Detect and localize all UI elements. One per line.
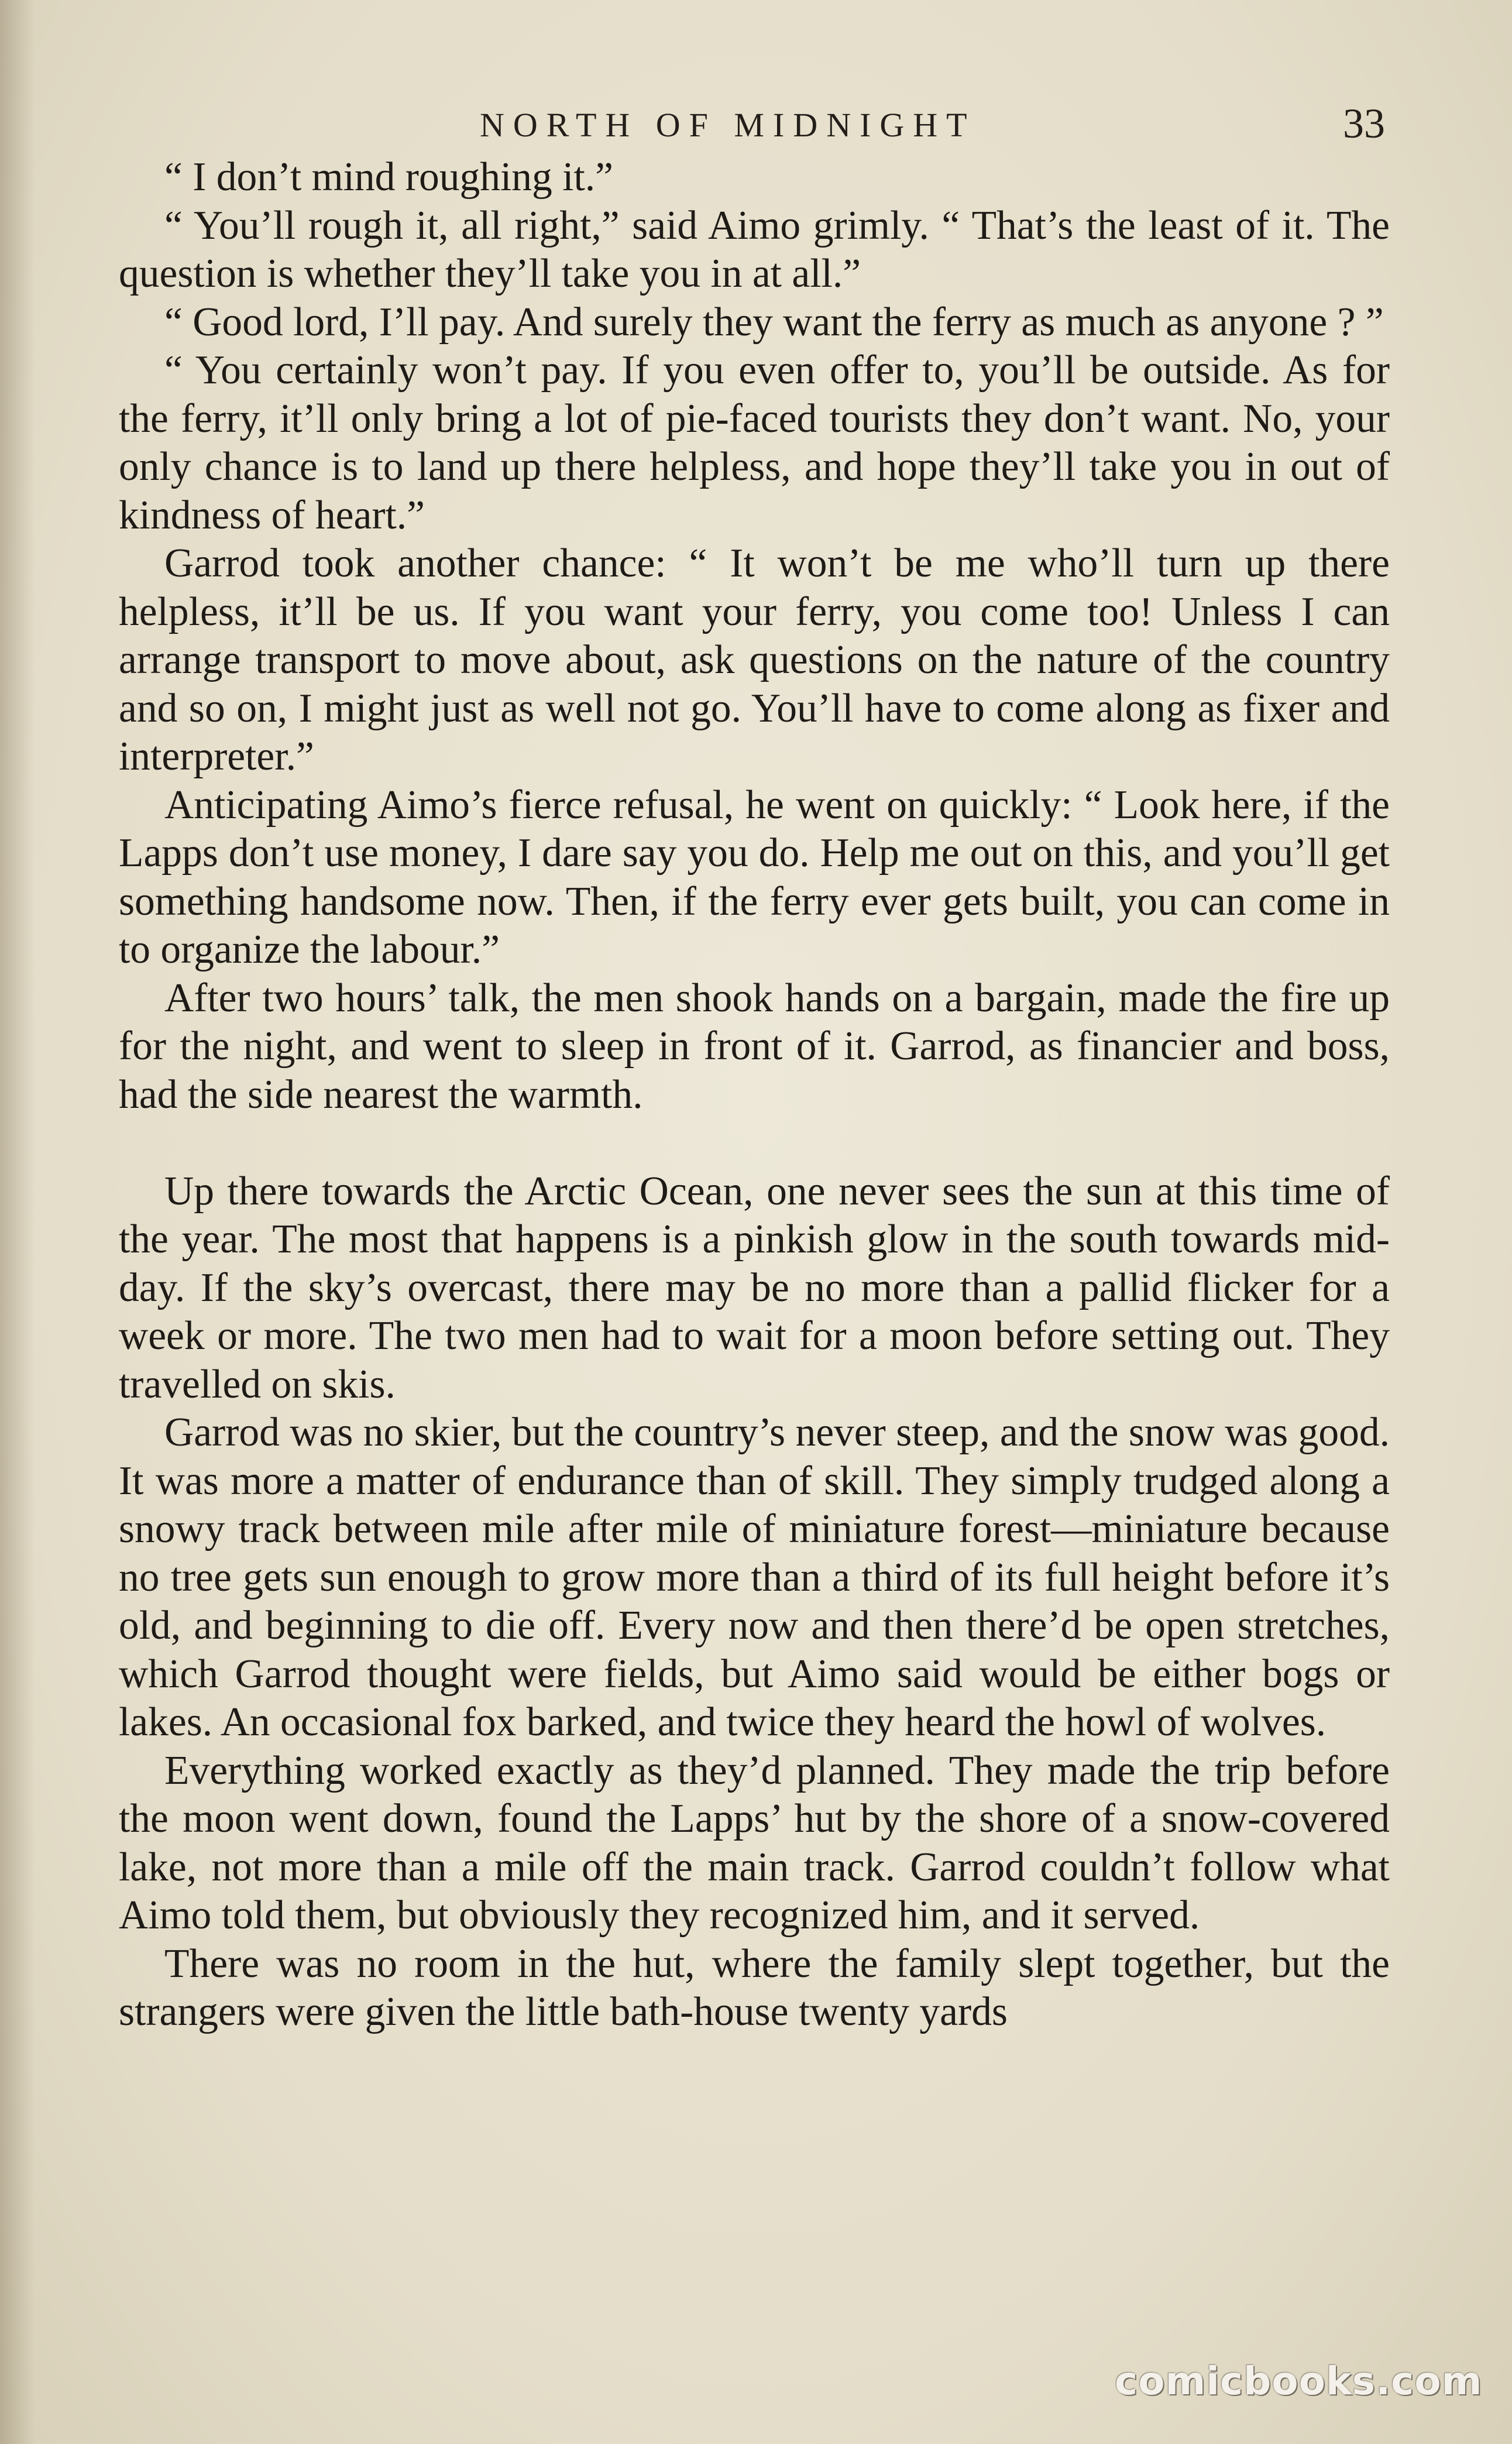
page-header: [0, 88, 1512, 158]
paragraph: After two hours’ talk, the men shook hands on a bargain, made the fire up for the night, and went to sleep in front of it. Garrod, as financier and boss, had the side nearest the warmth.: [119, 975, 1390, 1117]
paragraph: Garrod was no skier, but the country’s never steep, and the snow was good. It was more a matter of endurance than of skill. They simply trudged along a snowy track between mile after mile of miniature forest—miniature because no tree gets sun enough to grow more than a third of its full height before it’s old, and beginning to die off. Every now and then there’d be open stretches, which Garrod thought were fields, but Aimo said would be either bogs or lakes. An occasional fox barked, and twice they heard the howl of wolves.: [119, 1410, 1390, 1745]
watermark: comicbooks.com: [1115, 2359, 1483, 2404]
body-text: [119, 153, 1390, 2037]
running-head: NORTH OF MIDNIGHT: [480, 106, 976, 144]
page-edge-shadow: [0, 0, 35, 2444]
paragraph: “ You certainly won’t pay. If you even offer to, you’ll be outside. As for the ferry, it’ll only bring a lot of pie-faced tourists they don’t want. No, your only chance is to land up there helpless, and hope they’ll take you in out of kindness of heart.”: [119, 348, 1390, 538]
paragraph: There was no room in the hut, where the family slept together, but the strangers were given the little bath-house twenty yards: [119, 1941, 1390, 2034]
paragraph: Everything worked exactly as they’d planned. They made the trip before the moon went down, found the Lapps’ hut by the shore of a snow-covered lake, not more than a mile off the main track. Garrod couldn’t follow what Aimo told them, but obviously they recognized him, and it served.: [119, 1748, 1390, 1938]
paragraph: “ I don’t mind roughing it.”: [164, 155, 613, 200]
paragraph: “ Good lord, I’ll pay. And surely they want the ferry as much as anyone ? ”: [164, 299, 1384, 345]
paragraph: Anticipating Aimo’s fierce refusal, he went on quickly: “ Look here, if the Lapps don’t use money, I dare say you do. Help me out on this, and you’ll get something handsome now. Then, if the ferry ever gets built, you can come in to organize the labour.”: [119, 782, 1390, 972]
paragraph: Up there towards the Arctic Ocean, one never sees the sun at this time of the year. The most that happens is a pinkish glow in the south towards mid-day. If the sky’s overcast, there may be no more than a pallid flicker for a week or more. The two men had to wait for a moon before setting out. They travelled on skis.: [119, 1168, 1390, 1407]
paragraph: “ You’ll rough it, all right,” said Aimo grimly. “ That’s the least of it. The question is whether they’ll take you in at all.”: [119, 202, 1390, 296]
paragraph: Garrod took another chance: “ It won’t be me who’ll turn up there helpless, it’ll be us. If you want your ferry, you come too! Unless I can arrange transport to move about, ask questions on the nature of the country and so on, I might just as well not go. You’ll have to come along as fixer and interpreter.”: [119, 541, 1390, 779]
page-number: 33: [1343, 100, 1385, 147]
